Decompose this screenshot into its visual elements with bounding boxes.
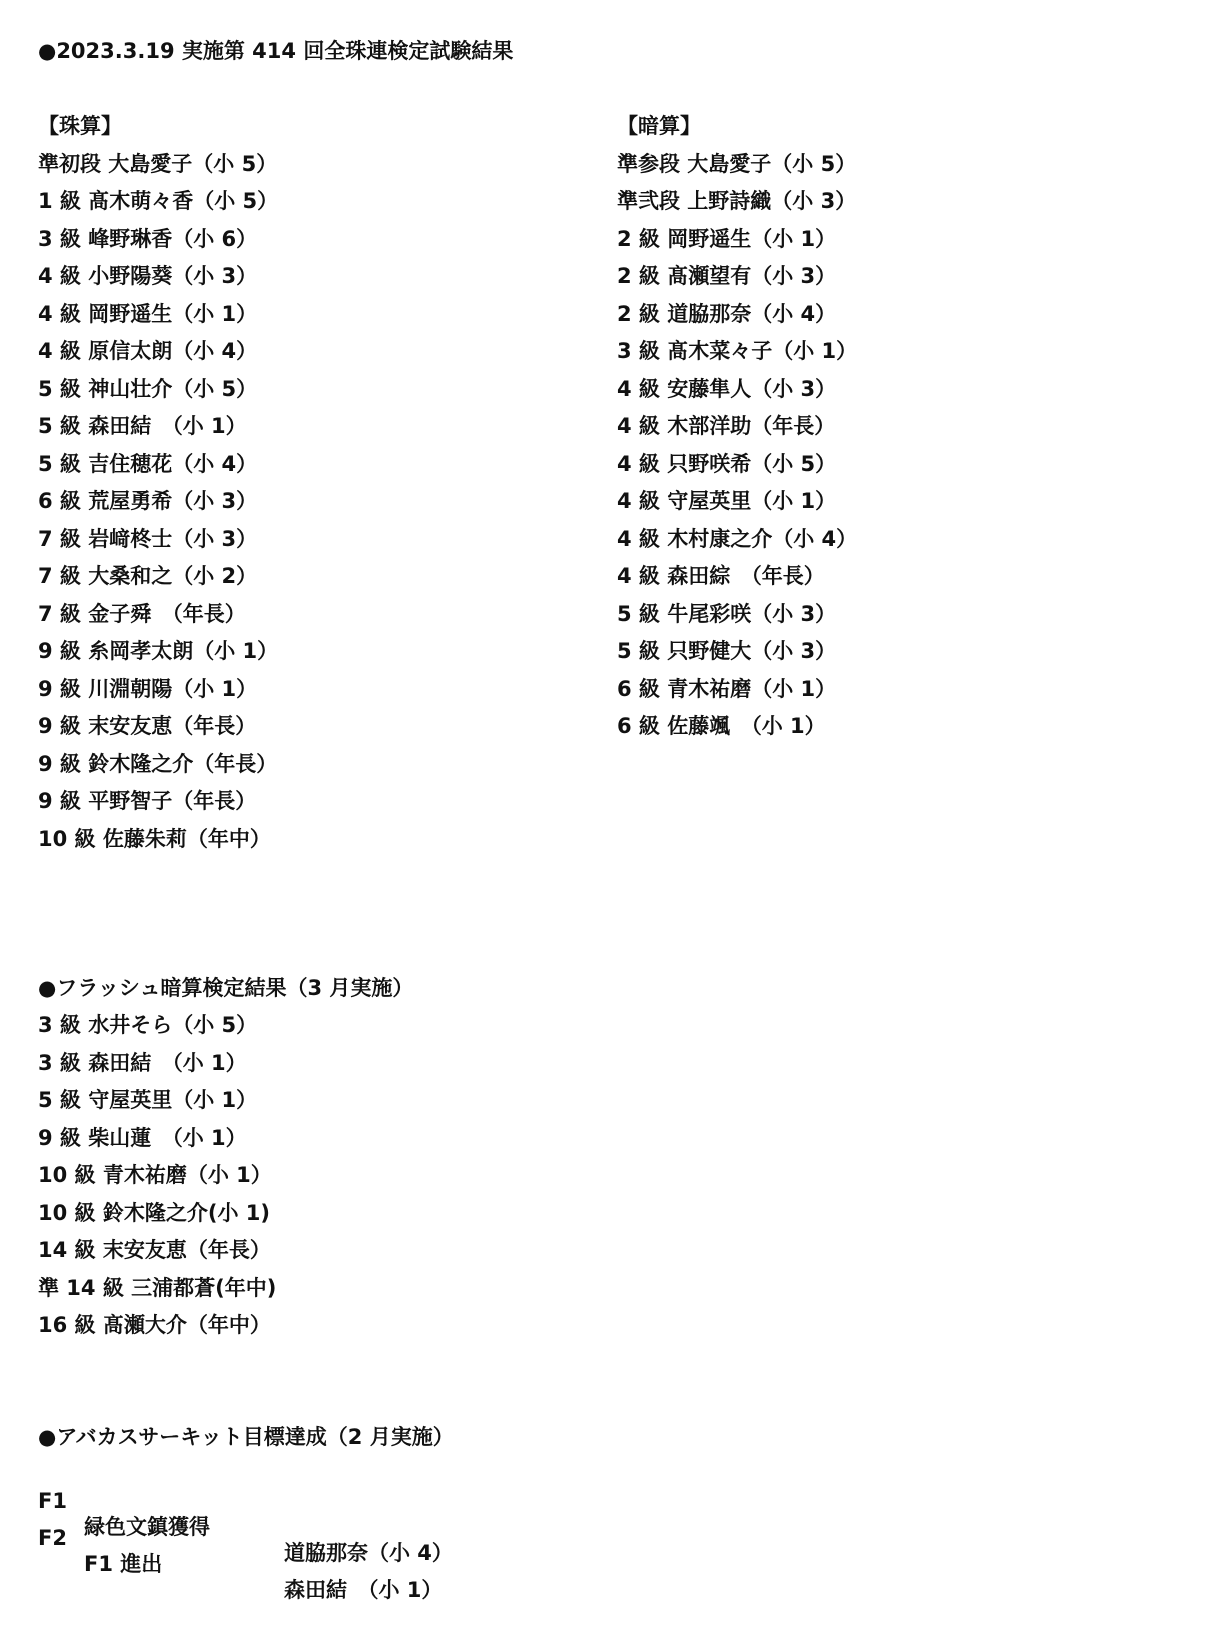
circuit-person: 森田結 （小 1）: [284, 1578, 443, 1602]
circuit-person: 道脇那奈（小 4）: [284, 1541, 453, 1565]
list-item: 10 級 佐藤朱莉（年中）: [38, 827, 271, 851]
list-item: 2 級 髙瀬望有（小 3）: [617, 264, 837, 288]
circuit-award: 緑色文鎮獲得: [84, 1515, 210, 1539]
list-item: 9 級 川淵朝陽（小 1）: [38, 677, 258, 701]
soroban-heading: 【珠算】: [38, 114, 122, 138]
list-item: 4 級 只野咲希（小 5）: [617, 452, 837, 476]
list-item: 5 級 只野健大（小 3）: [617, 639, 837, 663]
list-item: 5 級 神山壮介（小 5）: [38, 377, 258, 401]
list-item: 9 級 末安友恵（年長）: [38, 714, 257, 738]
list-item: 3 級 峰野琳香（小 6）: [38, 227, 258, 251]
list-item: 5 級 牛尾彩咲（小 3）: [617, 602, 837, 626]
list-item: 16 級 髙瀬大介（年中）: [38, 1313, 271, 1337]
list-item: 4 級 安藤隼人（小 3）: [617, 377, 837, 401]
list-item: 6 級 佐藤颯 （小 1）: [617, 714, 826, 738]
list-item: 4 級 岡野遥生（小 1）: [38, 302, 258, 326]
list-item: 10 級 青木祐磨（小 1）: [38, 1163, 272, 1187]
list-item: 4 級 守屋英里（小 1）: [617, 489, 837, 513]
flash-heading: ●フラッシュ暗算検定結果（3 月実施）: [38, 976, 414, 1000]
list-item: 10 級 鈴木隆之介(小 1): [38, 1201, 270, 1225]
circuit-code: F1: [38, 1489, 67, 1513]
document-title: ●2023.3.19 実施第 414 回全珠連検定試験結果: [38, 39, 514, 63]
list-item: 3 級 髙木菜々子（小 1）: [617, 339, 858, 363]
list-item: 準弐段 上野詩織（小 3）: [617, 189, 857, 213]
list-item: 5 級 吉住穂花（小 4）: [38, 452, 258, 476]
list-item: 3 級 森田結 （小 1）: [38, 1051, 247, 1075]
list-item: 4 級 小野陽葵（小 3）: [38, 264, 258, 288]
list-item: 7 級 大桑和之（小 2）: [38, 564, 258, 588]
list-item: 2 級 道脇那奈（小 4）: [617, 302, 837, 326]
list-item: 9 級 鈴木隆之介（年長）: [38, 752, 278, 776]
list-item: 4 級 森田綜 （年長）: [617, 564, 825, 588]
list-item: 2 級 岡野遥生（小 1）: [617, 227, 837, 251]
list-item: 6 級 荒屋勇希（小 3）: [38, 489, 258, 513]
list-item: 5 級 森田結 （小 1）: [38, 414, 247, 438]
list-item: 1 級 髙木萌々香（小 5）: [38, 189, 279, 213]
list-item: 9 級 平野智子（年長）: [38, 789, 257, 813]
list-item: 14 級 末安友恵（年長）: [38, 1238, 271, 1262]
list-item: 4 級 木部洋助（年長）: [617, 414, 836, 438]
list-item: 準参段 大島愛子（小 5）: [617, 152, 857, 176]
list-item: 3 級 水井そら（小 5）: [38, 1013, 258, 1037]
circuit-heading: ●アバカスサーキット目標達成（2 月実施）: [38, 1425, 454, 1449]
circuit-award: F1 進出: [84, 1552, 163, 1576]
list-item: 5 級 守屋英里（小 1）: [38, 1088, 258, 1112]
list-item: 7 級 金子舜 （年長）: [38, 602, 246, 626]
list-item: 4 級 原信太朗（小 4）: [38, 339, 258, 363]
list-item: 6 級 青木祐磨（小 1）: [617, 677, 837, 701]
list-item: 9 級 糸岡孝太朗（小 1）: [38, 639, 279, 663]
anzan-heading: 【暗算】: [617, 114, 701, 138]
list-item: 7 級 岩﨑柊士（小 3）: [38, 527, 258, 551]
list-item: 9 級 柴山蓮 （小 1）: [38, 1126, 247, 1150]
list-item: 準初段 大島愛子（小 5）: [38, 152, 278, 176]
list-item: 4 級 木村康之介（小 4）: [617, 527, 858, 551]
list-item: 準 14 級 三浦都蒼(年中): [38, 1276, 277, 1300]
circuit-code: F2: [38, 1526, 67, 1550]
